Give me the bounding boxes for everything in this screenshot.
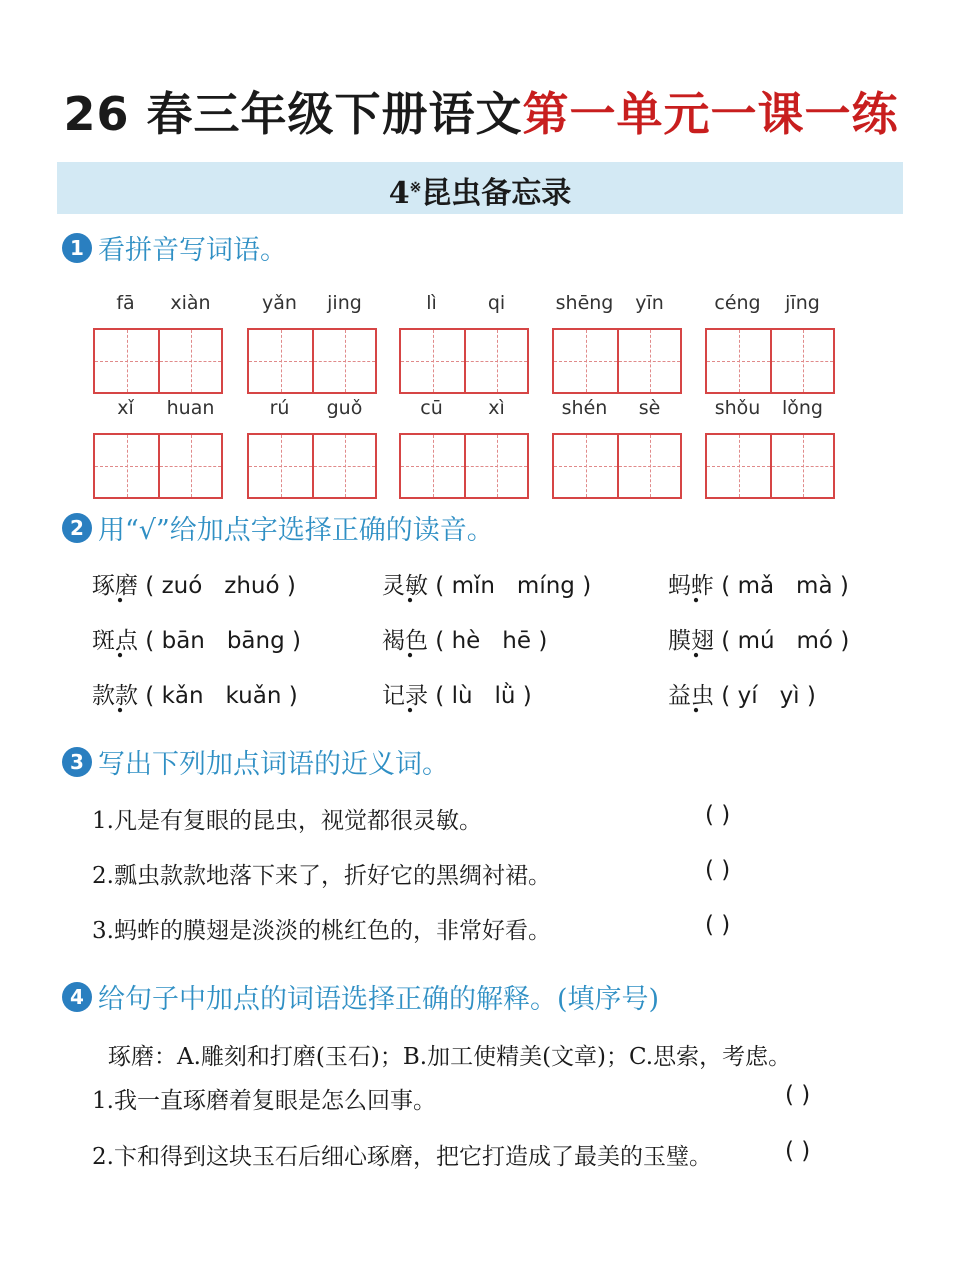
writing-box[interactable] [312, 330, 375, 392]
reading-choice[interactable]: 记录 . ( lù lǜ ) [382, 677, 532, 710]
writing-box[interactable] [95, 330, 158, 392]
pinyin-word [93, 292, 223, 394]
answer-blank[interactable]: ( ) [785, 1082, 811, 1108]
question-1-heading [62, 228, 287, 267]
lesson-number: 4 [388, 176, 410, 211]
question-number-badge: 2 [62, 513, 92, 543]
pinyin: xì [488, 397, 505, 419]
pinyin: yīn [635, 292, 664, 314]
option-b[interactable]: lǜ [494, 683, 516, 709]
question-number-badge: 1 [62, 233, 92, 263]
sentence-line: 2.瓢虫款款地落下来了，折好它的黑绸衬裙。 [92, 863, 551, 889]
pinyin-word [552, 397, 682, 499]
choice-word: 记录 . [382, 683, 428, 709]
option-b[interactable]: zhuó [224, 573, 280, 599]
writing-box[interactable] [95, 435, 158, 497]
question-number-badge: 3 [62, 747, 92, 777]
pinyin: yǎn [262, 292, 297, 314]
option-a[interactable]: mú [737, 628, 775, 654]
pinyin: shǒu [714, 397, 761, 419]
writing-box[interactable] [617, 435, 680, 497]
option-a[interactable]: yí [737, 683, 758, 709]
question-3-heading [62, 742, 449, 781]
pinyin-word [552, 292, 682, 394]
pinyin: guǒ [326, 397, 363, 419]
pinyin: shēng [555, 292, 614, 314]
question-text: 用“√”给加点字选择正确的读音。 [98, 515, 494, 546]
writing-box[interactable] [249, 330, 312, 392]
writing-box[interactable] [464, 435, 527, 497]
sentence-line: 2.卞和得到这块玉石后细心琢磨，把它打造成了最美的玉璧。 [92, 1144, 712, 1170]
question-2-heading [62, 508, 494, 547]
choice-word: 益虫 . [668, 683, 714, 709]
writing-box[interactable] [770, 435, 833, 497]
pinyin: jīng [785, 292, 820, 314]
writing-box[interactable] [770, 330, 833, 392]
pinyin-word [705, 397, 835, 499]
pinyin: rú [269, 397, 290, 419]
lesson-banner [57, 162, 903, 214]
pinyin: qi [487, 292, 506, 314]
writing-box[interactable] [158, 330, 221, 392]
question-text: 看拼音写词语。 [98, 235, 287, 266]
option-a[interactable]: kǎn [161, 683, 204, 709]
pinyin: shén [561, 397, 608, 419]
writing-box[interactable] [617, 330, 680, 392]
choice-word: 斑点 . [92, 628, 138, 654]
choice-word: 灵敏 . [382, 573, 428, 599]
pinyin-word [705, 292, 835, 394]
question-text: 给句子中加点的词语选择正确的解释。(填序号) [98, 984, 660, 1015]
option-b[interactable]: bāng [226, 628, 285, 654]
pinyin: lì [426, 292, 437, 314]
reading-choice[interactable]: 蚂蚱 . ( mǎ mà ) [668, 567, 849, 600]
choice-word: 款款 . [92, 683, 138, 709]
writing-box[interactable] [249, 435, 312, 497]
reading-choice[interactable]: 褐色 . ( hè hē ) [382, 622, 547, 655]
pinyin: fā [116, 292, 135, 314]
pinyin-word [247, 397, 377, 499]
choice-word: 蚂蚱 . [668, 573, 714, 599]
pinyin: jing [327, 292, 362, 314]
reading-choice[interactable]: 灵敏 . ( mǐn míng ) [382, 567, 591, 600]
sentence-line: 1.凡是有复眼的昆虫，视觉都很灵敏。 [92, 808, 482, 834]
option-a[interactable]: mǎ [737, 573, 775, 599]
pinyin: lǒng [781, 397, 823, 419]
option-b[interactable]: mà [796, 573, 833, 599]
option-a[interactable]: bān [161, 628, 205, 654]
question-4-heading [62, 977, 659, 1016]
pinyin-word [93, 397, 223, 499]
page-title [0, 78, 962, 144]
reading-choice[interactable]: 琢磨 . ( zuó zhuó ) [92, 567, 296, 600]
pinyin: xiàn [170, 292, 211, 314]
pinyin: céng [714, 292, 761, 314]
option-a[interactable]: mǐn [451, 573, 495, 599]
answer-blank[interactable]: ( ) [705, 802, 731, 828]
pinyin: xǐ [117, 397, 134, 419]
reading-choice[interactable]: 款款 . ( kǎn kuǎn ) [92, 677, 298, 710]
sentence-line: 3.蚂蚱的膜翅是淡淡的桃红色的，非常好看。 [92, 918, 551, 944]
option-b[interactable]: hē [502, 628, 532, 654]
writing-box[interactable] [707, 330, 770, 392]
option-a[interactable]: lù [451, 683, 473, 709]
pinyin-word [399, 397, 529, 499]
sentence-line: 1.我一直琢磨着复眼是怎么回事。 [92, 1088, 436, 1114]
option-a[interactable]: zuó [161, 573, 203, 599]
writing-box[interactable] [401, 435, 464, 497]
pinyin-word [399, 292, 529, 394]
lesson-mark: ※ [409, 180, 422, 196]
answer-blank[interactable]: ( ) [785, 1138, 811, 1164]
pinyin: sè [638, 397, 661, 419]
choice-word: 膜翅 . [668, 628, 714, 654]
writing-box[interactable] [158, 435, 221, 497]
option-b[interactable]: míng [516, 573, 575, 599]
reading-choice[interactable]: 斑点 . ( bān bāng ) [92, 622, 301, 655]
title-highlight: 第一单元一课一练 [522, 87, 899, 141]
option-a[interactable]: hè [451, 628, 481, 654]
pinyin-word [247, 292, 377, 394]
answer-blank[interactable]: ( ) [705, 857, 731, 883]
choice-word: 琢磨 . [92, 573, 138, 599]
option-b[interactable]: yì [779, 683, 800, 709]
writing-box[interactable] [554, 330, 617, 392]
choice-word: 褐色 . [382, 628, 428, 654]
question-number-badge: 4 [62, 982, 92, 1012]
pinyin: huan [166, 397, 215, 419]
title-main: 26 春三年级下册语文 [63, 87, 523, 141]
reading-choice[interactable]: 益虫 . ( yí yì ) [668, 677, 816, 710]
answer-blank[interactable]: ( ) [705, 912, 731, 938]
option-b[interactable]: mó [796, 628, 834, 654]
question-text: 写出下列加点词语的近义词。 [98, 749, 449, 780]
pinyin: cū [420, 397, 443, 419]
lesson-name: 昆虫备忘录 [421, 176, 572, 211]
writing-box[interactable] [707, 435, 770, 497]
option-b[interactable]: kuǎn [225, 683, 282, 709]
writing-box[interactable] [464, 330, 527, 392]
writing-box[interactable] [312, 435, 375, 497]
writing-box[interactable] [401, 330, 464, 392]
reading-choice[interactable]: 膜翅 . ( mú mó ) [668, 622, 849, 655]
writing-box[interactable] [554, 435, 617, 497]
definition-line: 琢磨：A.雕刻和打磨(玉石)；B.加工使精美(文章)；C.思索，考虑。 [108, 1044, 792, 1070]
